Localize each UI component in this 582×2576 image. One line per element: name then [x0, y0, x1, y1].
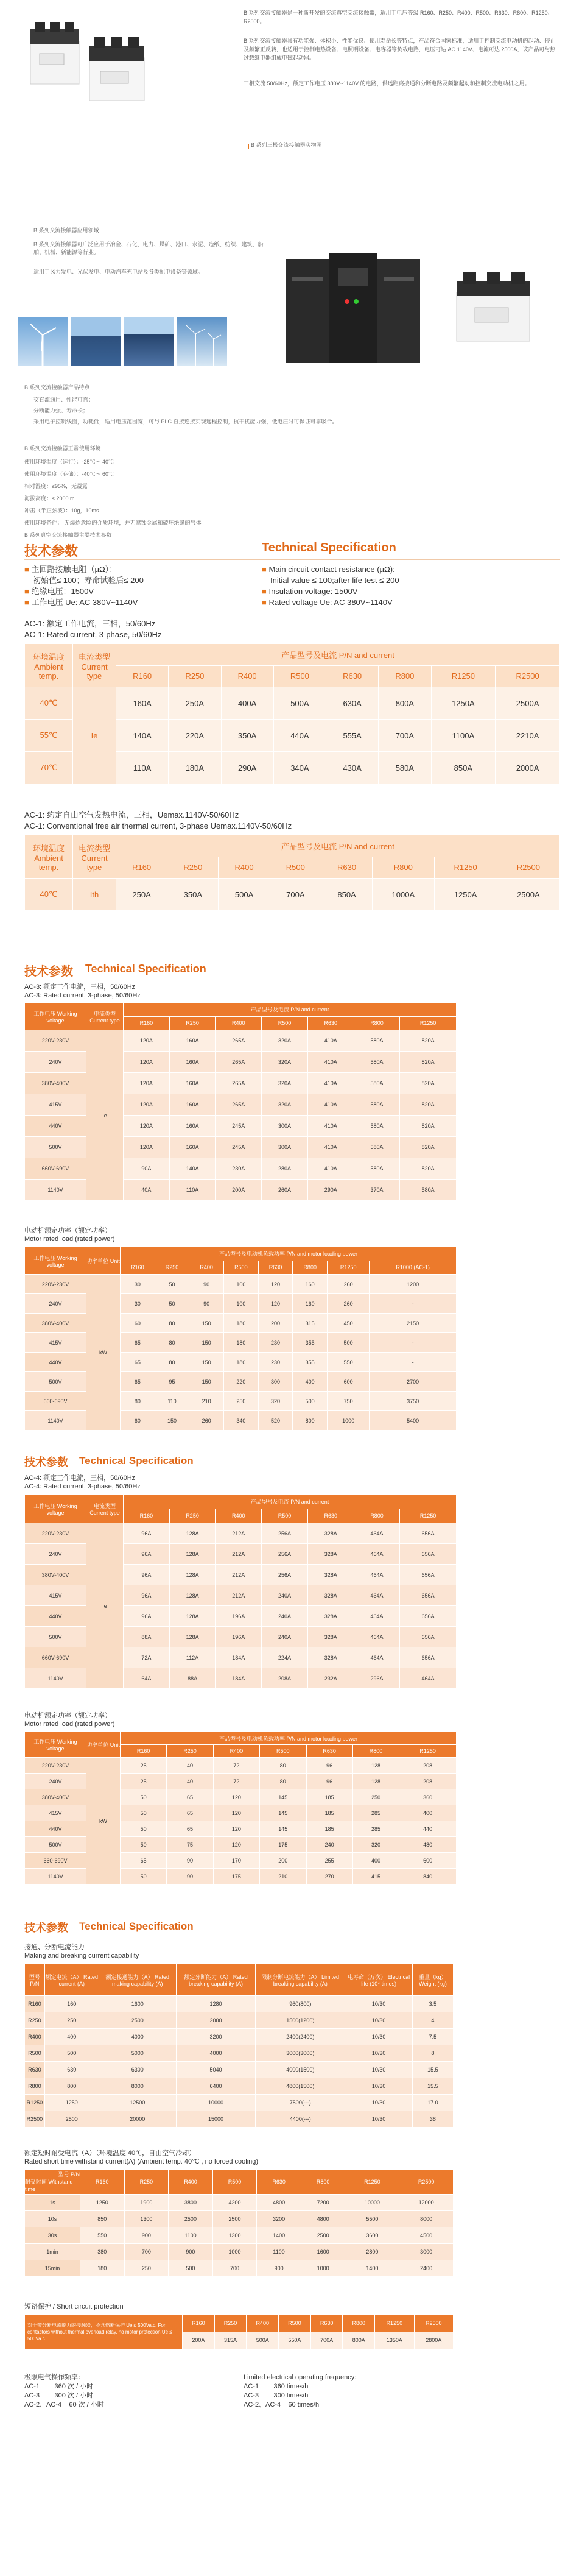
feature-item-1: 交直流通用、性能可靠； — [33, 397, 94, 403]
table-row: 240V 96A 128A 212A 256A 328A 464A 656A — [25, 1544, 457, 1565]
conditions-title: B 系列交流接触器正常使用环境 — [24, 445, 101, 451]
table-row: 70℃ 110A 180A 290A 340A 430A 580A 850A 2000A — [25, 752, 560, 784]
intro-para-1: B 系列交流接触器是一种新开发的交流真空交流接触器，适用于电压等级 R160、R250、R400、R500、R630、R800、R1250、R2500。 — [244, 10, 553, 24]
condition-item-4: 海拔高度：≤ 2000 m — [24, 495, 75, 501]
intro-caption: B 系列三极交流接触器实物图 — [251, 142, 322, 148]
table-row: 220V-230V Ie 96A 128A 212A 256A 328A 464A 656A — [25, 1523, 457, 1544]
ac1-rated-current-table — [24, 643, 560, 784]
t3-title-cn: AC-3: 额定工作电流，三相，50/60Hz — [24, 983, 136, 991]
t1-col: R160 — [116, 665, 169, 687]
table-row: 440V 96A 128A 196A 240A 328A 464A 656A — [25, 1606, 457, 1627]
t4-table-wrap — [24, 1247, 457, 1431]
table-row: 440V 50 65 120 145 185 285 440 — [25, 1821, 457, 1837]
t2-header-env: 环境温度 Ambient temp. — [25, 835, 73, 879]
ac3-motor-power-table: 工作电压 Working voltage 功率单位 Unit 产品型号及电动机负载功率 P/N and motor loading power R160 R250 R400 R500 R630 R800 R1250 R1000 (AC-1) 220V-230V kW 30 50 90 100 120 160 260 1200 240V 30 50 90 100 120 160 260 - 380V-400V 60 80 150 180 200 315 450 2150 415V 65 80 150 180 230 355 500 - 440V 65 80 150 180 230 355 550 - 500V 65 95 150 220 300 400 600 2700 660-690V 80 110 210 250 320 500 750 3750 1140V 60 150 260 340 520 800 1000 5400 — [24, 1247, 457, 1431]
t8-title-cn: 额定短时耐受电流（A）（环境温度 40℃，自由空气冷却） — [24, 2150, 196, 2157]
feature-item-2: 分断能力强、寿命长； — [33, 408, 89, 414]
t7-title-cn: 接通、分断电流能力 — [24, 1944, 85, 1951]
table-row: 440V 120A 160A 245A 300A 410A 580A 820A — [25, 1116, 457, 1137]
table-row: 240V 25 40 72 80 96 128 208 — [25, 1774, 457, 1789]
section-title-cn-3: 技术参数 — [24, 1456, 68, 1468]
table-row: 415V 50 65 120 145 185 285 400 — [25, 1805, 457, 1821]
intro-para-2: B 系列交流接触器具有功能强、体积小、性能优良、使用寿命长等特点，产品符合国家标准，适用于控制交流电动机的起动、停止及频繁正反转，也适用于控制电热设备、电照明设备、电容器等负载电路，电压可达 AC 1140V、电流可达 2500A，该产品可与热过载继电器组成电磁起动器。 — [244, 38, 556, 61]
table-row: R400 400 4000 3200 2400(2400) 10/30 7.5 — [25, 2029, 454, 2045]
table-row: 415V 96A 128A 212A 240A 328A 464A 656A — [25, 1585, 457, 1606]
t2-header-group: 产品型号及电流 P/N and current — [116, 835, 560, 857]
freq-cn-title: 极限电气操作频率： — [24, 2374, 85, 2381]
wind-farm-photo — [177, 317, 227, 366]
main-specs-right: ■ Main circuit contact resistance (μΩ): Initial value ≤ 100;after life test ≤ 200 ■ Insulation voltage: 1500V ■ Rated voltage Ue: AC 380V~1140V — [262, 565, 399, 607]
t8-corner-top: 型号 P/N — [58, 2171, 80, 2178]
table-row: 30s 550 900 1100 1300 1400 2500 3600 4500 — [25, 2227, 454, 2244]
table-row: 220V-230V kW 25 40 72 80 96 128 208 — [25, 1758, 457, 1774]
table-row: 1140V 60 150 260 340 520 800 1000 5400 — [25, 1411, 457, 1431]
table-row: 380V-400V 50 65 120 145 185 250 360 — [25, 1789, 457, 1805]
t1-header-env: 环境温度 Ambient temp. — [25, 644, 73, 687]
table-row: 500V 50 75 120 175 240 320 480 — [25, 1837, 457, 1853]
t1-col: R630 — [326, 665, 379, 687]
t8-table-wrap — [24, 2169, 454, 2277]
freq-en-title: Limited electrical operating frequency: — [244, 2374, 357, 2381]
table-row: 660V-690V 72A 112A 184A 224A 328A 464A 656A — [25, 1647, 457, 1668]
table-row: 660-690V 80 110 210 250 320 500 750 3750 — [25, 1392, 457, 1411]
t4-title-cn: 电动机额定功率（额定功率） — [24, 1227, 111, 1234]
caption-marker-icon — [244, 144, 249, 149]
t1-col: R800 — [379, 665, 431, 687]
t1-col: R250 — [169, 665, 221, 687]
fields-title: B 系列交流接触器应用领域 — [33, 227, 99, 233]
making-breaking-table: 型号 P/N 额定电流（A） Rated current (A) 额定接通能力（A） Rated making capability (A) 额定分断能力（A） Rated breaking capability (A) 限制分断电流能力（A） Limited breaking capability (A) 电寿命（万次） Electrical life (10⁴ times) 重量（kg） Weight (kg) R160 160 1600 1280 960(800) 10/30 3.5 R250 250 2500 2000 1500(1200) 10/30 4 R400 400 4000 3200 2400(2400) 10/30 7.5 R500 500 5000 4000 3000(3000) 10/30 8 R630 630 6300 5040 4000(1500) 10/30 15.5 R800 800 8000 6400 4800(1500) 10/30 15.5 R1250 1250 12500 10000 7500(---) 10/30 17.0 R2500 2500 20000 15000 4400(---) 10/30 38 — [24, 1963, 454, 2128]
contactor-photo-3 — [451, 268, 548, 347]
t9-header-desc: 对于带分断电流能力的接触器，不含熔断保护 Ue ≤ 500Va.c. For contactors without thermal overload relay, no motor protection Ue ≤ 500Va.c. — [25, 2315, 183, 2349]
table-row: 415V 65 80 150 180 230 355 500 - — [25, 1333, 457, 1353]
section-title-en-2: Technical Specification — [85, 963, 206, 975]
features-title: B 系列交流接触器产品特点 — [24, 384, 90, 391]
t1-title-cn: AC-1: 额定工作电流，三相，50/60Hz — [24, 619, 156, 628]
table-row: 10s 850 1300 2500 2500 3200 4800 5500 8000 — [25, 2211, 454, 2227]
table-row: 55℃ 140A 220A 350A 440A 555A 700A 1100A 2210A — [25, 720, 560, 752]
table-row: 380V-400V 96A 128A 212A 256A 328A 464A 656A — [25, 1565, 457, 1585]
section-title-cn-4: 技术参数 — [24, 1922, 68, 1934]
section-title-en-1: Technical Specification — [262, 541, 396, 554]
t5-title-en: AC-4: Rated current, 3-phase, 50/60Hz — [24, 1483, 141, 1490]
table-row: R500 500 5000 4000 3000(3000) 10/30 8 — [25, 2045, 454, 2062]
t2-header-type: 电流类型 Current type — [73, 835, 116, 879]
contactor-photo-2 — [82, 34, 155, 107]
freq-en-item: AC-1 360 times/h — [244, 2383, 309, 2390]
condition-item-6: 使用环境条件： 无爆炸危险的介质环境，并无腐蚀金属和破坏绝缘的气体 — [24, 520, 202, 526]
withstand-current-table: 型号 P/N 耐受时间 Withstand time R160 R250 R400 R500 R630 R800 R1250 R2500 1s 1250 1900 3800 4200 4800 7200 10000 12000 10s 850 1300 2500 2500 3200 4800 5500 8000 30s 550 900 1100 1300 1400 2500 3600 4500 1min 380 700 900 1000 1100 1600 2800 3000 15min 180 250 500 700 900 1000 1400 2400 — [24, 2169, 454, 2277]
ac3-rated-current-table: 工作电压 Working voltage 电流类型 Current type 产品型号及电流 P/N and current R160 R250 R400 R500 R630 R800 R1250 220V-230V Ie 120A 160A 265A 320A 410A 580A 820A 240V 120A 160A 265A 320A 410A 580A 820A 380V-400V 120A 160A 265A 320A 410A 580A 820A 415V 120A 160A 265A 320A 410A 580A 820A 440V 120A 160A 245A 300A 410A 580A 820A 500V 120A 160A 245A 300A 410A 580A 820A 660V-690V 90A 140A 230A 280A 410A 580A 820A 1140V 40A 110A 200A 260A 290A 370A 580A — [24, 1002, 457, 1201]
intro-para-3: 三相交流 50/60Hz，额定工作电压 380V~1140V 的电路，供远距离接通和分断电路及频繁起动和控制交流电动机之用。 — [244, 80, 530, 87]
t7-table-wrap — [24, 1963, 454, 2128]
condition-item-2: 使用环境温度（存储）：-40℃～ 60℃ — [24, 471, 114, 477]
table-row: R160 160 1600 1280 960(800) 10/30 3.5 — [25, 1996, 454, 2012]
table-row: R800 800 8000 6400 4800(1500) 10/30 15.5 — [25, 2078, 454, 2095]
table-row: 40℃ Ie 160A 250A 400A 500A 630A 800A 1250A 2500A — [25, 687, 560, 720]
table-row: 1140V 40A 110A 200A 260A 290A 370A 580A — [25, 1180, 457, 1201]
solar-field-photo — [124, 317, 174, 366]
contactor-photo-1 — [24, 17, 91, 90]
solar-panel-photo — [71, 317, 121, 366]
table-row: 500V 120A 160A 245A 300A 410A 580A 820A — [25, 1137, 457, 1158]
table-row: 1min 380 700 900 1000 1100 1600 2800 3000 — [25, 2244, 454, 2260]
feature-item-3: 采用电子控制线圈，功耗低，适用电压范围宽，可与 PLC 直接连接实现远程控制，抗干扰能力强，低电压时可保证可靠吸合。 — [33, 419, 338, 425]
t1-col: R1250 — [431, 665, 496, 687]
t1-table-wrap — [24, 643, 560, 784]
table-row: R630 630 6300 5040 4000(1500) 10/30 15.5 — [25, 2062, 454, 2078]
table-row: 660-690V 65 90 170 200 255 400 600 — [25, 1853, 457, 1869]
table-row: 500V 88A 128A 196A 240A 328A 464A 656A — [25, 1627, 457, 1647]
table-row: 220V-230V kW 30 50 90 100 120 160 260 1200 — [25, 1275, 457, 1294]
ac4-motor-power-table: 工作电压 Working voltage 功率单位 Unit 产品型号及电动机负载功率 P/N and motor loading power R160 R250 R400 R500 R630 R800 R1250 220V-230V kW 25 40 72 80 96 128 208 240V 25 40 72 80 96 128 208 380V-400V 50 65 120 145 185 250 360 415V 50 65 120 145 185 285 400 440V 50 65 120 145 185 285 440 500V 50 75 120 175 240 320 480 660-690V 65 90 170 200 255 400 600 1140V 50 90 175 210 270 415 840 — [24, 1732, 457, 1884]
switchgear-cabinet-photo — [280, 241, 432, 369]
t7-title-en: Making and breaking current capability — [24, 1952, 139, 1959]
freq-cn-block — [24, 2373, 104, 2410]
table-row: 380V-400V 120A 160A 265A 320A 410A 580A 820A — [25, 1073, 457, 1094]
t3-table-wrap — [24, 1002, 457, 1201]
t9-table-wrap — [24, 2314, 454, 2349]
condition-item-1: 使用环境温度（运行）：-25℃～ 40℃ — [24, 459, 114, 465]
table-row: 415V 120A 160A 265A 320A 410A 580A 820A — [25, 1094, 457, 1116]
fields-line-2: 适用于风力发电、光伏发电、电动汽车充电站及各类配电设备等领域。 — [33, 269, 204, 275]
freq-en-item: AC-2、AC-4 60 times/h — [244, 2401, 320, 2408]
t6-title-cn: 电动机额定功率（额定功率） — [24, 1712, 111, 1719]
table-row: 1140V 64A 88A 184A 208A 232A 296A 464A — [25, 1668, 457, 1689]
t1-col: R500 — [273, 665, 326, 687]
table-row: 500V 65 95 150 220 300 400 600 2700 — [25, 1372, 457, 1392]
condition-item-5: 冲击（半正弦波）：10g，10ms — [24, 508, 99, 514]
freq-cn-item: AC-1 360 次 / 小时 — [24, 2383, 94, 2390]
main-specs-left: ■ 主回路接触电阻（μΩ）： 初始值≤ 100；寿命试验后≤ 200 ■ 绝缘电压：1500V ■ 工作电压 Ue: AC 380V~1140V — [24, 565, 144, 607]
section-title-en-4: Technical Specification — [79, 1920, 194, 1932]
table-row: 200A 315A 500A 550A 700A 800A 1350A 2800A — [25, 2332, 454, 2349]
table-row: R2500 2500 20000 15000 4400(---) 10/30 38 — [25, 2111, 454, 2128]
table-row: 220V-230V Ie 120A 160A 265A 320A 410A 580A 820A — [25, 1030, 457, 1052]
t8-corner-bottom: 耐受时间 Withstand time — [25, 2179, 73, 2192]
section-title-cn-2: 技术参数 — [24, 965, 73, 978]
table-row: R1250 1250 12500 10000 7500(---) 10/30 17.0 — [25, 2095, 454, 2111]
t5-table-wrap — [24, 1494, 457, 1689]
table-row: 660V-690V 90A 140A 230A 280A 410A 580A 820A — [25, 1158, 457, 1180]
t2-title-en: AC-1: Conventional free air thermal current, 3-phase Uemax.1140V-50/60Hz — [24, 821, 292, 830]
condition-item-3: 相对湿度：≤95%，无凝露 — [24, 483, 88, 489]
table-row: 1140V 50 90 175 210 270 415 840 — [25, 1869, 457, 1884]
ac4-rated-current-table: 工作电压 Working voltage 电流类型 Current type 产品型号及电流 P/N and current R160 R250 R400 R500 R630 R800 R1250 220V-230V Ie 96A 128A 212A 256A 328A 464A 656A 240V 96A 128A 212A 256A 328A 464A 656A 380V-400V 96A 128A 212A 256A 328A 464A 656A 415V 96A 128A 212A 240A 328A 464A 656A 440V 96A 128A 196A 240A 328A 464A 656A 500V 88A 128A 196A 240A 328A 464A 656A 660V-690V 72A 112A 184A 224A 328A 464A 656A 1140V 64A 88A 184A 208A 232A 296A 464A — [24, 1494, 457, 1689]
freq-en-item: AC-3 300 times/h — [244, 2392, 309, 2399]
table-row: 240V 30 50 90 100 120 160 260 - — [25, 1294, 457, 1314]
t5-title-cn: AC-4: 额定工作电流，三相，50/60Hz — [24, 1474, 136, 1482]
spec-intro-cn: B 系列真空交流接触器主要技术参数 — [24, 532, 112, 538]
t2-title-cn: AC-1: 约定自由空气发热电流，三相，Uemax.1140V-50/60Hz — [24, 810, 239, 819]
t6-title-en: Motor rated load (rated power) — [24, 1721, 115, 1728]
t1-title-en: AC-1: Rated current, 3-phase, 50/60Hz — [24, 630, 162, 639]
table-row: R250 250 2500 2000 1500(1200) 10/30 4 — [25, 2012, 454, 2029]
table-row: 240V 120A 160A 265A 320A 410A 580A 820A — [25, 1052, 457, 1073]
short-circuit-table: 对于带分断电流能力的接触器，不含熔断保护 Ue ≤ 500Va.c. For contactors without thermal overload relay, no motor protection Ue ≤ 500Va.c. R160 R250 R400 R500 R630 R800 R1250 R2500 200A 315A 500A 550A 700A 800A 1350A 2800A — [24, 2314, 454, 2349]
section-title-cn-1: 技术参数 — [24, 543, 79, 559]
t6-table-wrap — [24, 1732, 457, 1884]
freq-en-block — [244, 2373, 356, 2410]
table-row: 440V 65 80 150 180 230 355 550 - — [25, 1353, 457, 1372]
t1-col: R2500 — [496, 665, 560, 687]
t1-col: R400 — [221, 665, 273, 687]
table-row: 1s 1250 1900 3800 4200 4800 7200 10000 12000 — [25, 2195, 454, 2211]
section-divider-1 — [24, 559, 560, 560]
t4-title-en: Motor rated load (rated power) — [24, 1236, 115, 1243]
ac1-thermal-current-table: 环境温度 Ambient temp. 电流类型 Current type 产品型号及电流 P/N and current R160 R250 R400 R500 R630 R800 R1250 R2500 40℃ Ith 250A 350A 500A 700A 850A 1000A 1250A 2500A — [24, 835, 560, 911]
freq-cn-item: AC-3 300 次 / 小时 — [24, 2392, 94, 2399]
table-row: 40℃ Ith 250A 350A 500A 700A 850A 1000A 1250A 2500A — [25, 879, 560, 911]
freq-cn-item: AC-2、AC-4 60 次 / 小时 — [24, 2401, 104, 2408]
t2-table-wrap — [24, 835, 560, 911]
t1-header-type: 电流类型 Current type — [73, 644, 116, 687]
fields-line-1: B 系列交流接触器可广泛应用于冶金、石化、电力、煤矿、港口、水泥、造纸、纺织、建筑、船舶、机械、新能源等行业。 — [33, 241, 264, 255]
t8-title-en: Rated short time withstand current(A) (Ambient temp. 40℃ , no forced cooling) — [24, 2158, 259, 2165]
t9-title: 短路保护 / Short circuit protection — [24, 2303, 124, 2310]
t3-title-en: AC-3: Rated current, 3-phase, 50/60Hz — [24, 992, 141, 999]
section-title-en-3: Technical Specification — [79, 1455, 194, 1467]
table-row: 15min 180 250 500 700 900 1000 1400 2400 — [25, 2260, 454, 2277]
t1-header-group: 产品型号及电流 P/N and current — [116, 644, 560, 666]
table-row: 380V-400V 60 80 150 180 200 315 450 2150 — [25, 1314, 457, 1333]
wind-turbine-photo — [18, 317, 68, 366]
